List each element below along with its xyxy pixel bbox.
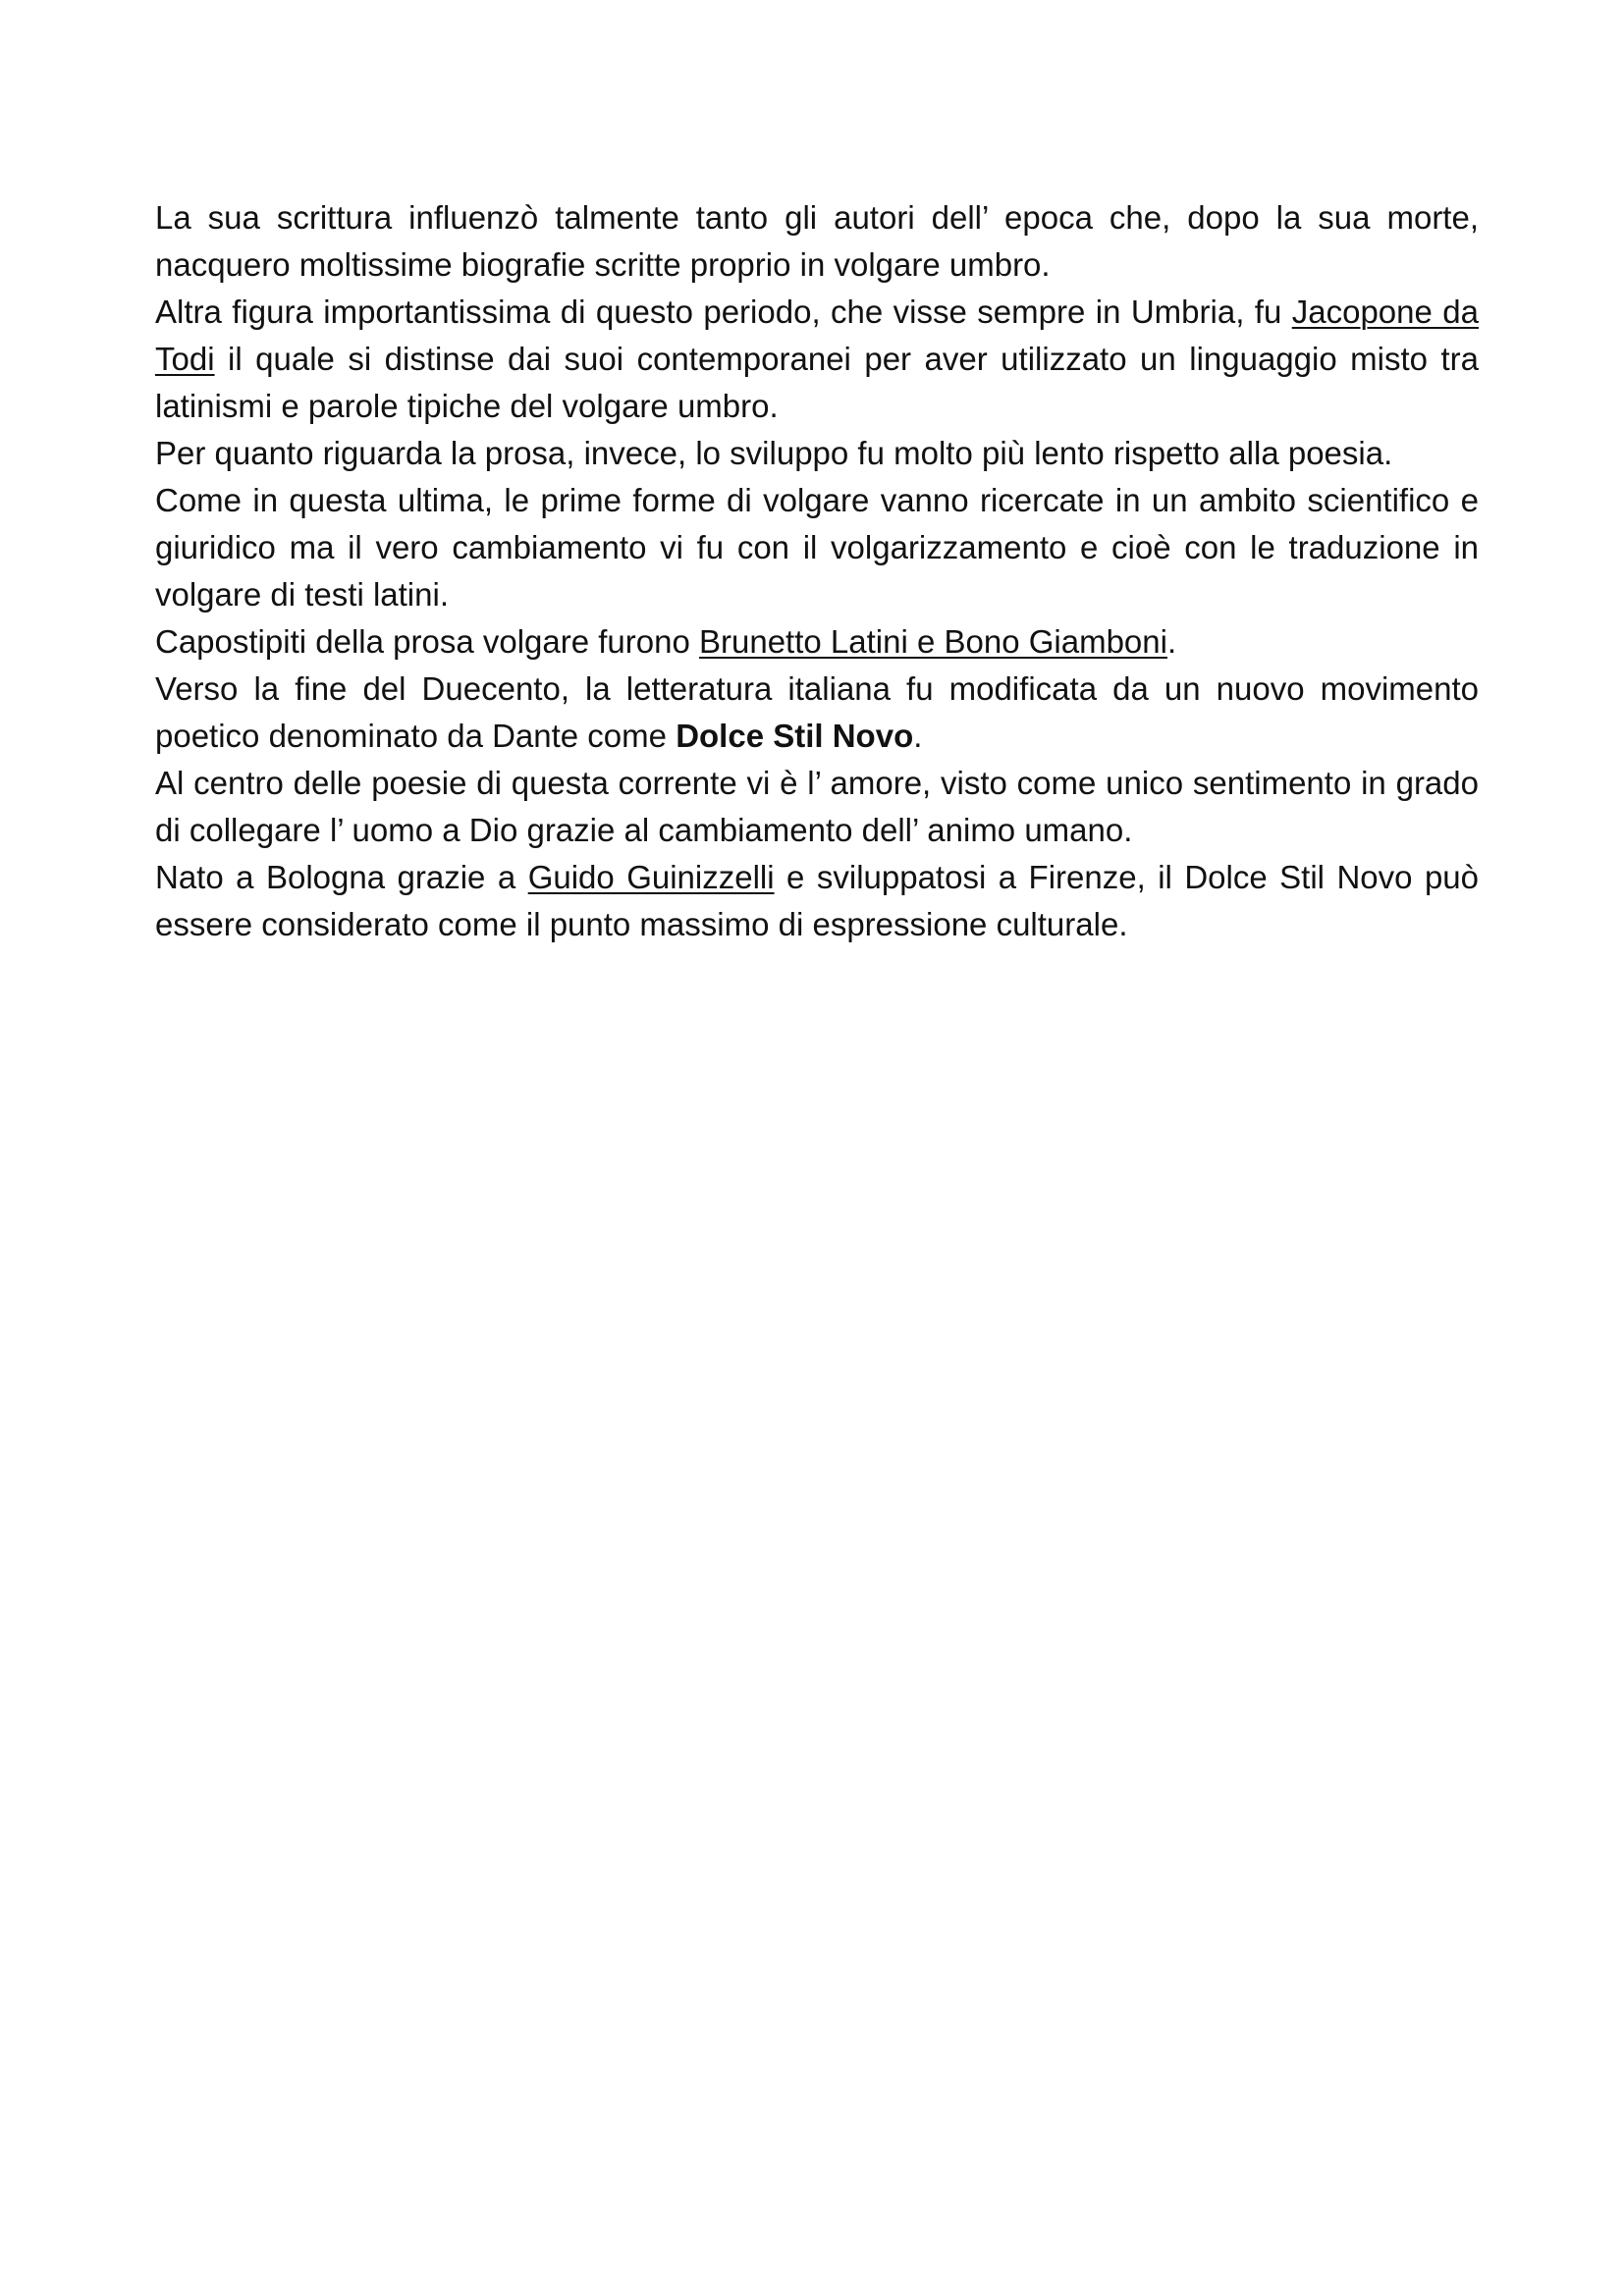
body-text	[155, 194, 1479, 948]
paragraph-text: Per quanto riguarda la prosa, invece, lo sviluppo fu molto più lento rispetto alla poesia.	[155, 435, 1393, 471]
paragraph-2	[155, 289, 1479, 430]
paragraph-text: Altra figura importantissima di questo periodo, che visse sempre in Umbria, fu	[155, 294, 1292, 330]
paragraph-3	[155, 430, 1479, 477]
paragraph-text: Capostipiti della prosa volgare furono	[155, 623, 699, 660]
paragraph-7	[155, 760, 1479, 854]
paragraph-text: Al centro delle poesie di questa corrente vi è l’ amore, visto come unico sentimento in grado di collegare l’ uomo a Dio grazie al cambiamento dell’ animo umano.	[155, 765, 1479, 848]
paragraph-1	[155, 194, 1479, 289]
paragraph-text: Nato a Bologna grazie a	[155, 859, 528, 895]
paragraph-4	[155, 477, 1479, 618]
paragraph-6	[155, 666, 1479, 760]
underlined-name-guido-guinizzelli: Guido Guinizzelli	[527, 859, 775, 895]
underlined-name-jacopone-da-todi: Jacopone da Todi	[155, 294, 1479, 377]
paragraph-8	[155, 854, 1479, 948]
paragraph-text: La sua scrittura influenzò talmente tanto gli autori dell’ epoca che, dopo la sua morte, nacquero moltissime biografie scritte proprio in volgare umbro.	[155, 199, 1479, 283]
paragraph-text: il quale si distinse dai suoi contemporanei per aver utilizzato un linguaggio misto tra latinismi e parole tipiche del volgare umbro.	[155, 341, 1479, 424]
bold-term-dolce-stil-novo: Dolce Stil Novo	[676, 718, 914, 754]
paragraph-text: Come in questa ultima, le prime forme di volgare vanno ricercate in un ambito scientifico e giuridico ma il vero cambiamento vi fu con il volgarizzamento e cioè con le traduzione in volgare di testi latini.	[155, 482, 1479, 613]
paragraph-text: .	[913, 718, 923, 754]
paragraph-text: .	[1166, 623, 1177, 660]
underlined-names-latini-giamboni: Brunetto Latini e Bono Giamboni	[699, 623, 1167, 660]
paragraph-5	[155, 618, 1479, 666]
paragraph-text: Verso la fine del Duecento, la letteratura italiana fu modificata da un nuovo movimento poetico denominato da Dante come	[155, 670, 1479, 754]
paragraph-text: e sviluppatosi a Firenze, il Dolce Stil Novo può essere considerato come il punto massimo di espressione culturale.	[155, 859, 1479, 942]
